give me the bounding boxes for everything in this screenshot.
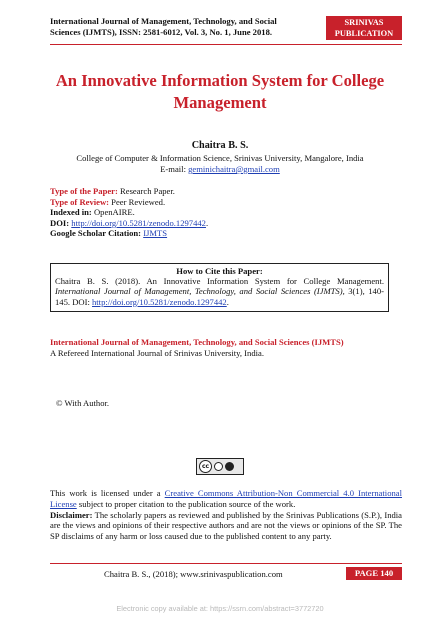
paper-type-label: Type of the Paper: <box>50 186 118 196</box>
header-divider <box>50 44 402 45</box>
ssrn-notice: Electronic copy available at: https://ssrn.com/abstract=3772720 <box>116 604 324 613</box>
citation-mid: 3(1), 140-145. DOI: <box>55 286 385 307</box>
license-statement <box>50 488 402 510</box>
disclaimer-label: Disclaimer: <box>50 509 93 520</box>
publisher-badge <box>326 16 402 40</box>
paper-type-row <box>50 186 402 197</box>
page-number: PAGE 140 <box>346 567 402 580</box>
license-block <box>50 488 402 542</box>
paper-title-line-1: An Innovative Information System for College <box>55 71 385 90</box>
copyright-notice: © With Author. <box>56 398 110 408</box>
indexed-label: Indexed in: <box>50 207 92 218</box>
review-type-row <box>50 197 402 208</box>
author-email-line <box>40 164 400 175</box>
attribution-icon <box>214 462 223 471</box>
journal-header-text <box>50 16 330 38</box>
indexed-value: OpenAIRE. <box>91 207 135 218</box>
journal-name: International Journal of Management, Technology, and Social Sciences (IJMTS) <box>50 337 344 347</box>
citation-doi-link[interactable]: http://doi.org/10.5281/zenodo.1297442 <box>92 296 227 307</box>
creative-commons-icon[interactable] <box>196 458 244 475</box>
indexed-row <box>50 207 402 218</box>
doi-label: DOI: <box>50 217 70 228</box>
citation-journal: International Journal of Management, Technology, and Social Sciences (IJMTS), <box>55 286 345 297</box>
doi-end: . <box>205 217 209 228</box>
noncommercial-icon <box>225 462 234 471</box>
disclaimer-text: The scholarly papers as reviewed and published by the Srinivas Publications (S.P.), India are the views and opinions of their respective authors and are not the views or opinions of the SP. The SP disclaims of any harm or loss caused due to the published content to any party. <box>50 509 402 542</box>
license-link[interactable]: Creative Commons Attribution-Non Commercial 4.0 International License <box>50 488 402 509</box>
review-type-label: Type of Review: <box>50 196 110 207</box>
doi-row <box>50 218 402 229</box>
author-affiliation-block <box>40 153 400 175</box>
journal-header-line-2: Sciences (IJMTS), ISSN: 2581-6012, Vol. 3, No. 1, June 2018. <box>50 27 273 38</box>
disclaimer <box>50 510 402 542</box>
email-link[interactable]: geminichaitra@gmail.com <box>188 164 280 174</box>
journal-description: A Refereed International Journal of Srinivas University, India. <box>50 347 264 358</box>
footer-divider <box>50 563 402 564</box>
email-label: E-mail: <box>160 164 189 174</box>
scholar-label: Google Scholar Citation: <box>50 228 142 239</box>
paper-title <box>40 70 400 114</box>
journal-header <box>50 16 402 42</box>
doi-link[interactable]: http://doi.org/10.5281/zenodo.1297442 <box>71 217 206 228</box>
footer-credit: Chaitra B. S., (2018); www.srinivaspublication.com <box>104 569 283 579</box>
cc-mark-icon: cc <box>199 460 212 473</box>
citation-start: Chaitra B. S. (2018). An Innovative Information System for College Management. <box>55 276 384 286</box>
publisher-badge-line-2: PUBLICATION <box>334 29 394 38</box>
author-name: Chaitra B. S. <box>191 140 249 151</box>
citation-end: . <box>226 296 229 307</box>
paper-title-line-2: Management <box>173 93 267 112</box>
publisher-badge-line-1: SRINIVAS <box>344 18 384 27</box>
license-end: subject to proper citation to the publication source of the work. <box>76 498 296 509</box>
citation-text <box>55 276 384 307</box>
license-start: This work is licensed under a <box>50 488 165 498</box>
paper-metadata <box>50 186 402 239</box>
paper-type-value: Research Paper. <box>117 186 175 196</box>
journal-header-line-1: International Journal of Management, Technology, and Social <box>50 16 277 26</box>
scholar-row <box>50 228 402 239</box>
scholar-link[interactable]: IJMTS <box>143 228 168 239</box>
review-type-value: Peer Reviewed. <box>109 196 166 207</box>
citation-box <box>50 263 389 312</box>
journal-info <box>50 337 402 358</box>
citation-heading: How to Cite this Paper: <box>176 266 263 276</box>
author-affiliation: College of Computer & Information Science, Srinivas University, Mangalore, India <box>76 153 364 163</box>
